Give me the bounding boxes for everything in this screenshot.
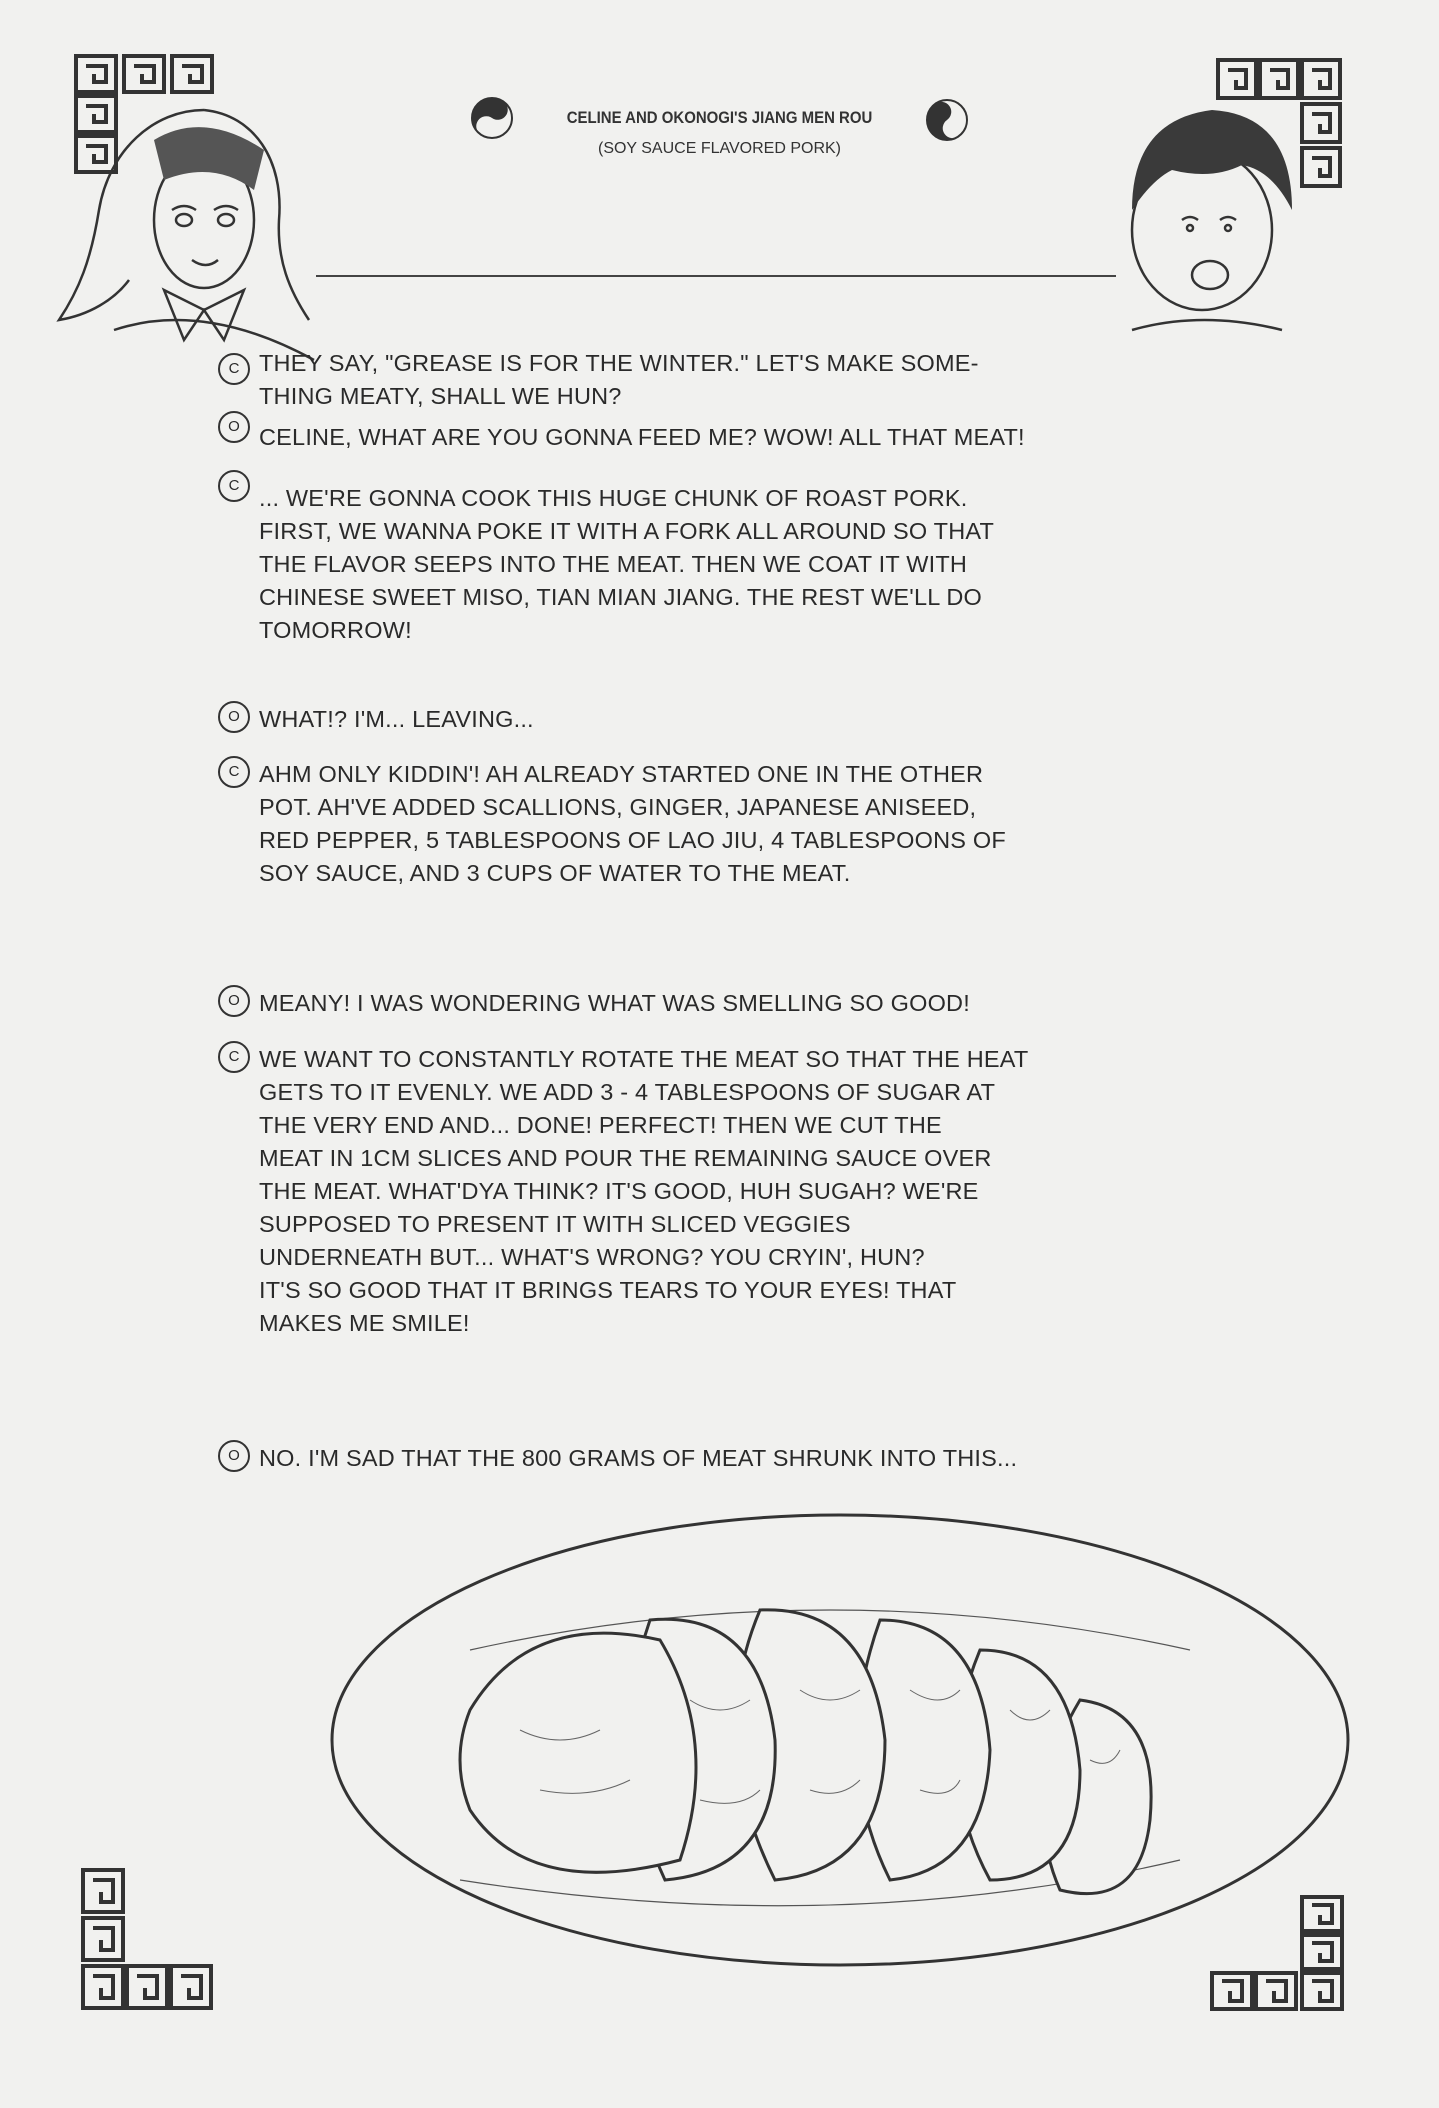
speaker-marker: C: [218, 470, 250, 502]
speaker-marker: C: [218, 353, 250, 385]
pork-plate-illustration: [320, 1500, 1360, 1980]
speaker-marker: O: [218, 411, 250, 443]
speaker-marker: C: [218, 756, 250, 788]
yin-yang-icon-right: [925, 98, 969, 142]
dialogue-text: MEANY! I WAS WONDERING WHAT WAS SMELLING SO GOOD!: [259, 990, 970, 1016]
speaker-marker: O: [218, 1440, 250, 1472]
speaker-marker: C: [218, 1041, 250, 1073]
dialogue-text: WE WANT TO CONSTANTLY ROTATE THE MEAT SO THAT THE HEAT GETS TO IT EVENLY. WE ADD 3 - 4 TABLESPOONS OF SUGAR AT THE VERY END AND... DONE! PERFECT! THEN WE CUT THE MEAT IN 1CM SLICES AND POUR THE REMAINING SAUCE OVER THE MEAT. WHAT'DYA THINK? IT'S GOOD, HUH SUGAH? WE'RE SUPPOSED TO PRESENT IT WITH SLICED VEGGIES UNDERNEATH BUT... WHAT'S WRONG? YOU CRYIN', HUN? IT'S SO GOOD THAT IT BRINGS TEARS TO YOUR EYES! THAT MAKES ME SMILE!: [259, 1046, 1029, 1336]
dialogue-text: ... WE'RE GONNA COOK THIS HUGE CHUNK OF ROAST PORK. FIRST, WE WANNA POKE IT WITH A FORK ALL AROUND SO THAT THE FLAVOR SEEPS INTO THE MEAT. THEN WE COAT IT WITH CHINESE SWEET MISO, TIAN MIAN JIANG. THE REST WE'LL DO TOMORROW!: [259, 485, 995, 643]
okonogi-portrait: [1102, 100, 1312, 340]
speaker-marker: O: [218, 985, 250, 1017]
speaker-marker: O: [218, 701, 250, 733]
recipe-title: CELINE AND OKONOGI'S JIANG MEN ROU: [566, 108, 873, 127]
dialogue-text: WHAT!? I'M... LEAVING...: [259, 706, 534, 732]
recipe-subtitle: (SOY SAUCE FLAVORED PORK): [597, 140, 841, 157]
dialogue-text: THEY SAY, "GREASE IS FOR THE WINTER." LET'S MAKE SOME- THING MEATY, SHALL WE HUN?: [259, 350, 979, 409]
dialogue-text: AHM ONLY KIDDIN'! AH ALREADY STARTED ONE IN THE OTHER POT. AH'VE ADDED SCALLIONS, GINGER, JAPANESE ANISEED, RED PEPPER, 5 TABLESPOONS OF LAO JIU, 4 TABLESPOONS OF SOY SAUCE, AND 3 CUPS OF WATER TO THE MEAT.: [259, 761, 1006, 886]
greek-key-ornament-bottom-left: [81, 1868, 215, 2010]
header-divider: [316, 275, 1116, 277]
yin-yang-icon-left: [470, 96, 514, 140]
dialogue-text: CELINE, WHAT ARE YOU GONNA FEED ME? WOW! ALL THAT MEAT!: [259, 424, 1025, 450]
dialogue-text: NO. I'M SAD THAT THE 800 GRAMS OF MEAT SHRUNK INTO THIS...: [259, 1445, 1018, 1471]
celine-portrait: [54, 100, 344, 365]
